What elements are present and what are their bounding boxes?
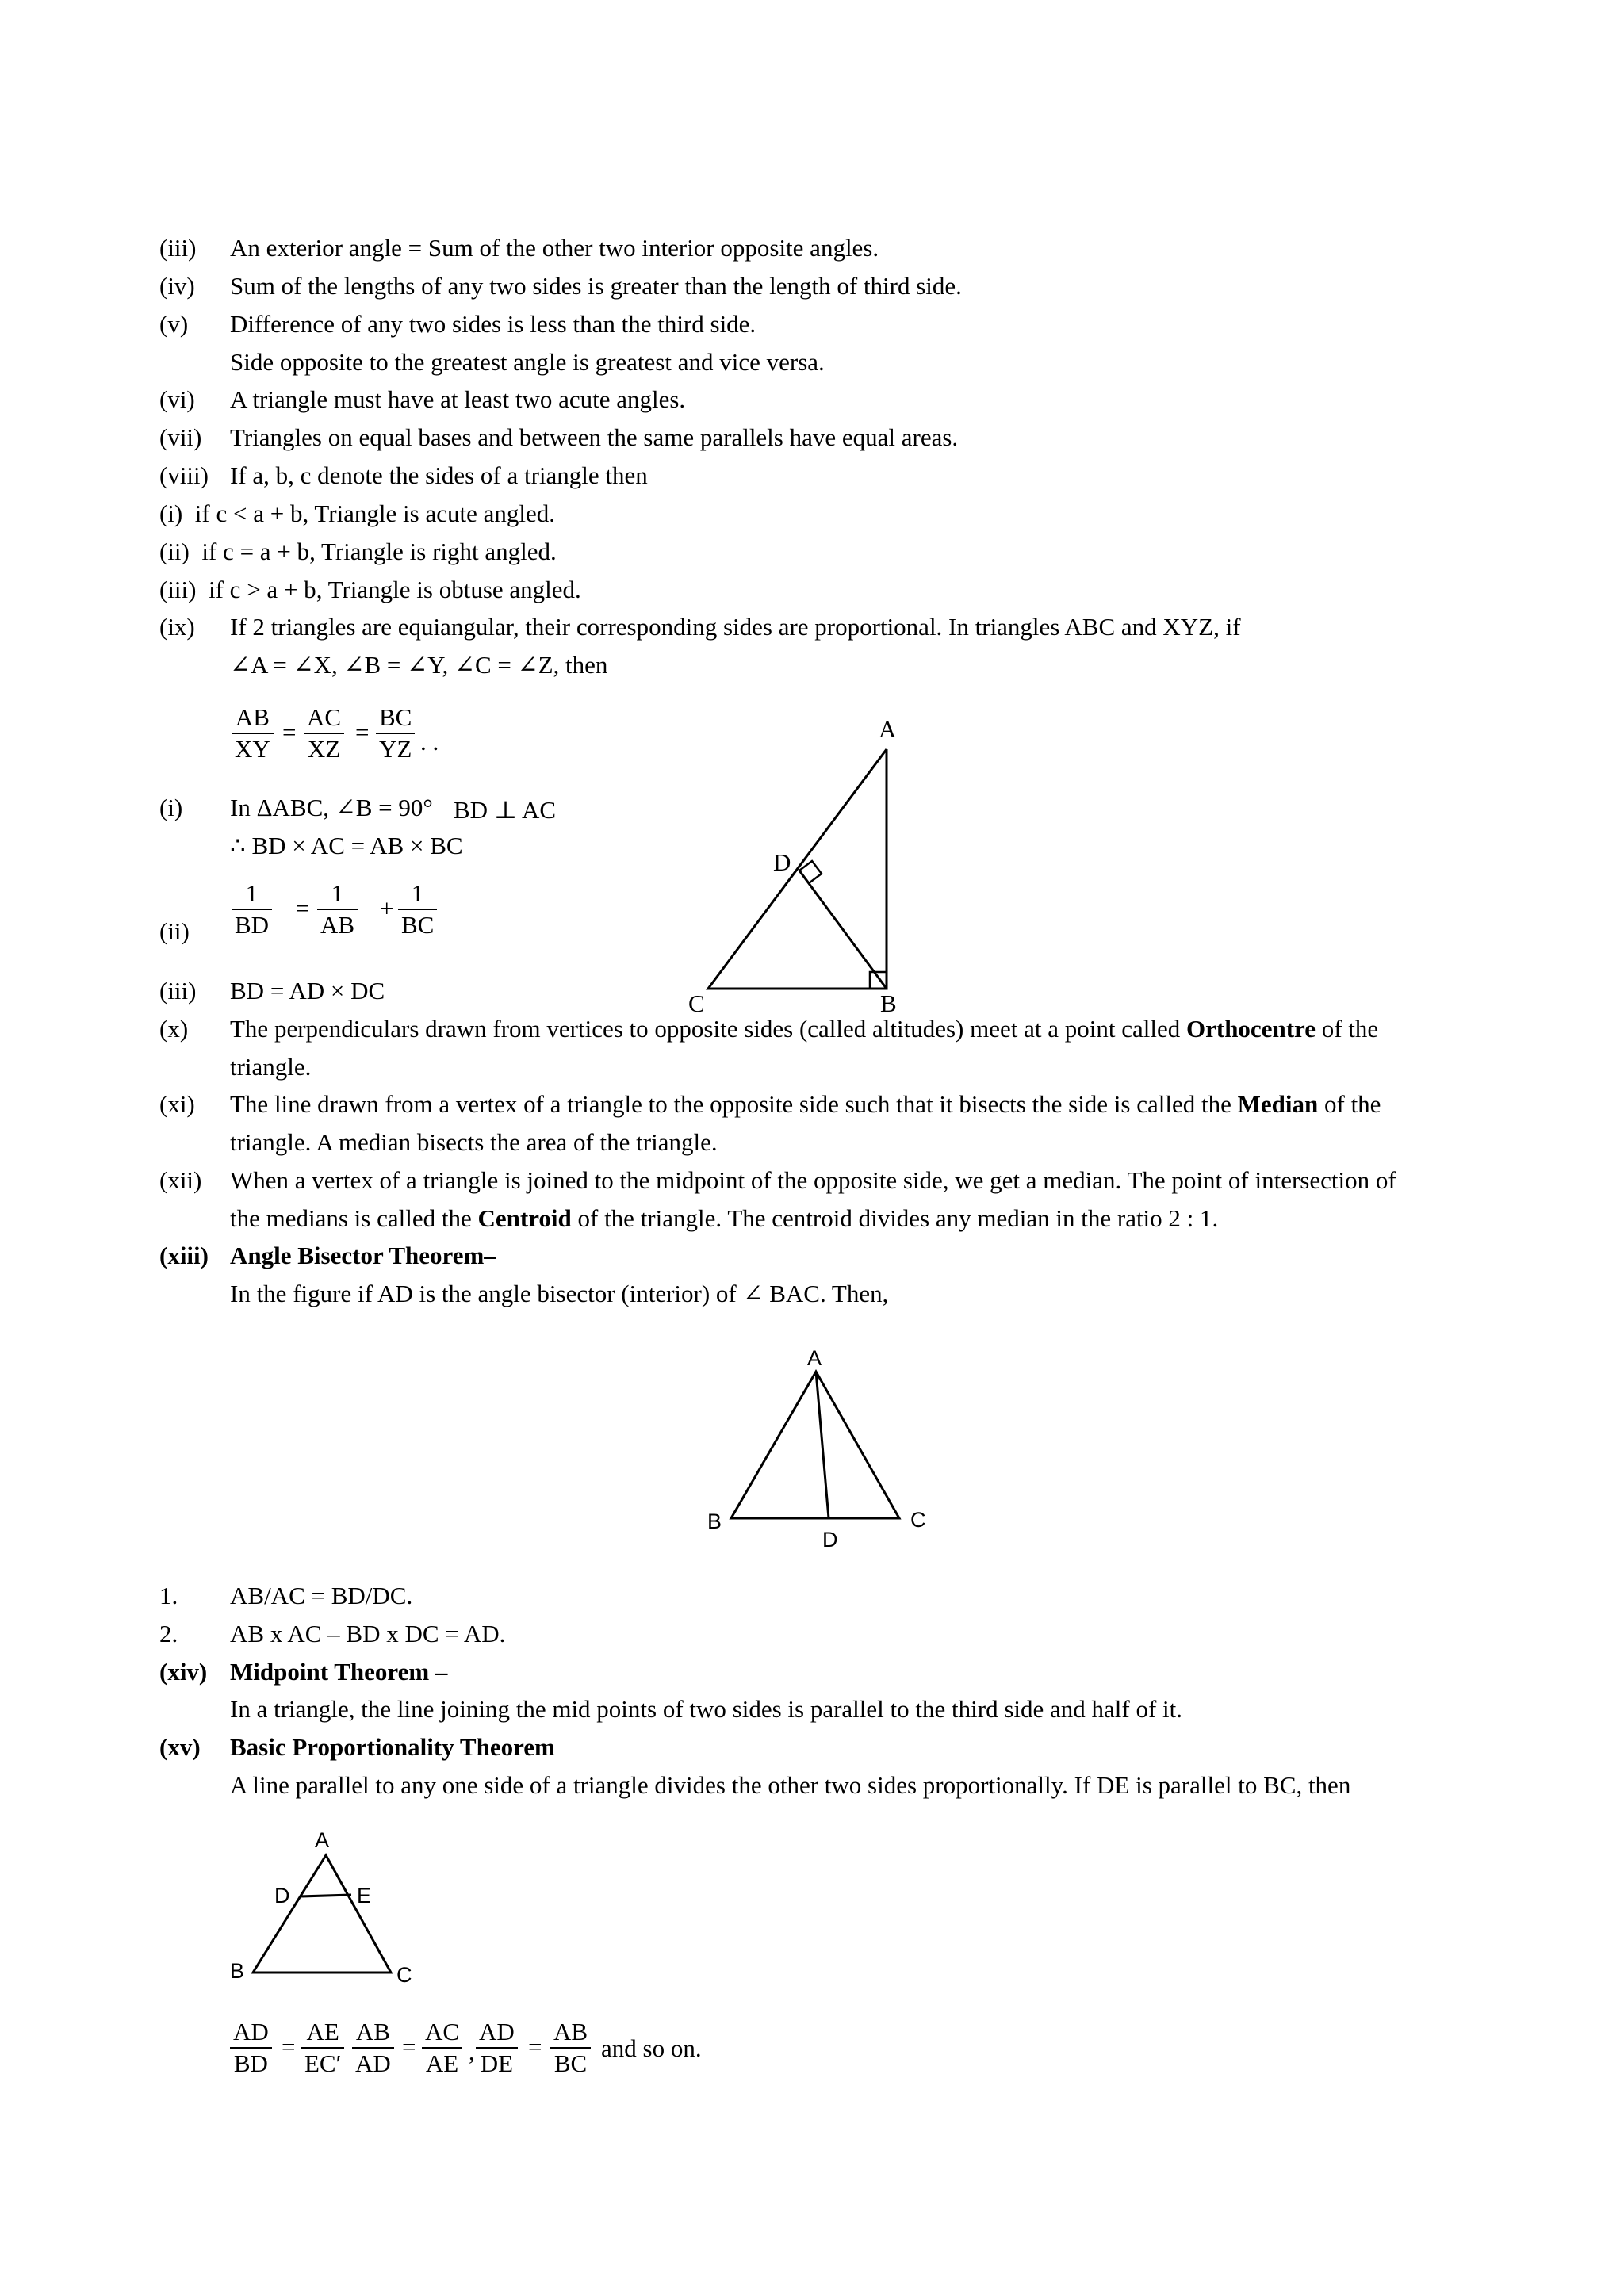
formula-text: . <box>499 1620 506 1647</box>
denominator-text: BD <box>235 911 270 939</box>
vertex-label-e: E <box>357 1884 372 1908</box>
numerator: BC <box>376 702 415 734</box>
item-text: When a vertex of a triangle is joined to the midpoint of the opposite side, we get a median. The point of intersection of <box>230 1166 1396 1194</box>
triangle-abc <box>253 1855 391 1973</box>
item-text: An exterior angle = Sum of the other two interior opposite angles. <box>230 234 879 262</box>
denominator-text: AB <box>320 911 355 939</box>
item-text: ∴ BD × AC = AB × BC <box>230 832 463 859</box>
equals-sign: = <box>282 2033 296 2061</box>
plus-sign: + <box>380 894 394 922</box>
item-number: (i) <box>159 794 183 821</box>
item-number: (v) <box>159 310 189 338</box>
condition-text: + b <box>278 576 316 603</box>
numerator: AE <box>301 2017 344 2049</box>
numerator: AD <box>476 2017 518 2049</box>
denominator: BD <box>233 2049 268 2077</box>
item-text: Side opposite to the greatest angle is greatest and vice versa. <box>230 348 825 376</box>
item-text: triangle. A median bisects the area of the triangle. <box>230 1128 718 1156</box>
fraction <box>230 2017 272 2079</box>
denominator: YZ <box>379 735 412 763</box>
vertex-label-c: C <box>688 989 705 1017</box>
text-run: the medians is called the <box>230 1204 478 1232</box>
equals-sign: = <box>296 894 310 922</box>
vertex-label-b: B <box>230 1959 245 1983</box>
denominator: AE <box>425 2049 459 2077</box>
vertex-label-d: D <box>773 848 791 876</box>
comma: , <box>469 2038 475 2065</box>
item-number: 2. <box>159 1620 178 1647</box>
item-text: In ΔABC, ∠B = 90° <box>230 794 433 821</box>
item-text: Sum of the lengths of any two sides is greater than the length of third side. <box>230 272 962 300</box>
equals-sign: = <box>282 718 297 746</box>
item-number: (xv) <box>159 1733 201 1761</box>
item-text: In the figure if AD is the angle bisector (interior) of ∠ BAC. Then, <box>230 1280 889 1307</box>
vertex-label-a: A <box>879 715 897 743</box>
numerator: AB <box>232 702 274 734</box>
item-text: Triangles on equal bases and between the same parallels have equal areas. <box>230 423 959 451</box>
numerator: AB <box>550 2017 591 2049</box>
section-title: Midpoint Theorem – <box>230 1658 448 1686</box>
item-text: AB/AC = BD/DC. <box>230 1582 413 1609</box>
equals-sign: = <box>355 718 370 746</box>
numerator: AB <box>352 2017 394 2049</box>
fraction <box>476 2017 518 2079</box>
numerator: 1 <box>232 878 272 910</box>
equals-sign: = <box>528 2033 542 2061</box>
item-number: (x) <box>159 1015 189 1043</box>
formula-text: BD <box>230 977 265 1004</box>
condition-text: < a <box>227 499 264 527</box>
condition-text: + b <box>270 538 310 565</box>
item-number: (xii) <box>159 1166 202 1194</box>
vertex-label-a: A <box>315 1828 330 1852</box>
denominator: BC <box>553 2049 588 2077</box>
equals-sign: = <box>402 2033 416 2061</box>
text-run: The perpendiculars drawn from vertices to opposite sides (called altitudes) meet at a point called <box>230 1015 1186 1043</box>
item-number: (iii) <box>159 977 197 1004</box>
condition-number: (ii) <box>159 538 190 565</box>
condition-text: > a <box>240 576 278 603</box>
item-text: If a, b, c denote the sides of a triangle then <box>230 461 648 489</box>
item-number: (ix) <box>159 613 195 641</box>
numerator: 1 <box>317 878 358 910</box>
vertex-label-b: B <box>880 989 897 1017</box>
vertex-label-d: D <box>274 1884 290 1908</box>
item-text: BD ⊥ AC <box>454 796 557 824</box>
item-text: A triangle must have at least two acute angles. <box>230 385 686 413</box>
item-text: If 2 triangles are equiangular, their corresponding sides are proportional. In triangles ABC and XYZ, if <box>230 613 1241 641</box>
ellipsis: . . <box>420 728 439 756</box>
item-number: (vii) <box>159 423 202 451</box>
bold-term: Median <box>1237 1090 1319 1118</box>
text-run: of the triangle. The centroid divides any median in the ratio 2 : 1. <box>571 1204 1219 1232</box>
item-number: (viii) <box>159 461 209 489</box>
condition-number: (iii) <box>159 576 197 603</box>
condition-text: if c <box>209 576 241 603</box>
item-number: (xi) <box>159 1090 195 1118</box>
condition-text: , Triangle is right angled. <box>309 538 557 565</box>
item-number: (xiv) <box>159 1658 208 1686</box>
vertex-label-c: C <box>910 1508 926 1532</box>
condition-text: if c <box>201 538 234 565</box>
item-text: triangle. <box>230 1053 312 1081</box>
bold-term: Centroid <box>477 1204 572 1232</box>
formula-text: AB x AC – BD x DC = AD <box>230 1620 500 1647</box>
condition-text: = a <box>233 538 271 565</box>
text-run: of the <box>1315 1015 1379 1043</box>
item-text: Difference of any two sides is less than the third side. <box>230 310 756 338</box>
fraction <box>422 2017 462 2079</box>
item-number: (vi) <box>159 385 195 413</box>
text-run: of the <box>1318 1090 1381 1118</box>
condition-number: (i) <box>159 499 183 527</box>
item-text: ∠A = ∠X, ∠B = ∠Y, ∠C = ∠Z, then <box>230 651 608 679</box>
bold-term: Orthocentre <box>1186 1015 1316 1043</box>
section-title: Angle Bisector Theorem– <box>230 1242 496 1269</box>
denominator-text: BC <box>401 911 435 939</box>
numerator: AC <box>304 702 344 734</box>
vertex-label-a: A <box>807 1346 822 1370</box>
vertex-label-b: B <box>707 1510 722 1533</box>
denominator: EC′ <box>304 2049 342 2077</box>
item-number: (ii) <box>159 917 190 945</box>
item-number: (iii) <box>159 234 197 262</box>
item-text: In a triangle, the line joining the mid points of two sides is parallel to the third side and half of it. <box>230 1695 1183 1723</box>
text-run: The line drawn from a vertex of a triangle to the opposite side such that it bisects the side is called the <box>230 1090 1238 1118</box>
item-number: 1. <box>159 1582 178 1609</box>
denominator: AD <box>355 2049 391 2077</box>
condition-text: if c <box>194 499 228 527</box>
numerator: AD <box>230 2017 272 2049</box>
numerator: AC <box>422 2017 462 2049</box>
vertex-label-c: C <box>396 1963 412 1987</box>
item-text: and so on. <box>601 2034 702 2062</box>
segment-de <box>301 1895 351 1896</box>
condition-text: + b <box>263 499 303 527</box>
condition-text: , Triangle is obtuse angled. <box>316 576 581 603</box>
item-number: (iv) <box>159 272 195 300</box>
formula-text: = AD × DC <box>264 977 385 1004</box>
vertex-label-d: D <box>822 1528 838 1552</box>
section-title: Basic Proportionality Theorem <box>230 1733 555 1761</box>
fraction <box>301 2017 344 2079</box>
item-number: (xiii) <box>159 1242 209 1269</box>
item-text: A line parallel to any one side of a triangle divides the other two sides proportionally. If DE is parallel to BC, then <box>230 1771 1351 1799</box>
condition-text: , Triangle is acute angled. <box>302 499 556 527</box>
denominator: DE <box>480 2049 514 2077</box>
denominator: XZ <box>307 735 341 763</box>
numerator: 1 <box>398 878 437 910</box>
fraction <box>352 2017 394 2079</box>
fraction <box>550 2017 591 2079</box>
denominator: XY <box>235 735 270 763</box>
